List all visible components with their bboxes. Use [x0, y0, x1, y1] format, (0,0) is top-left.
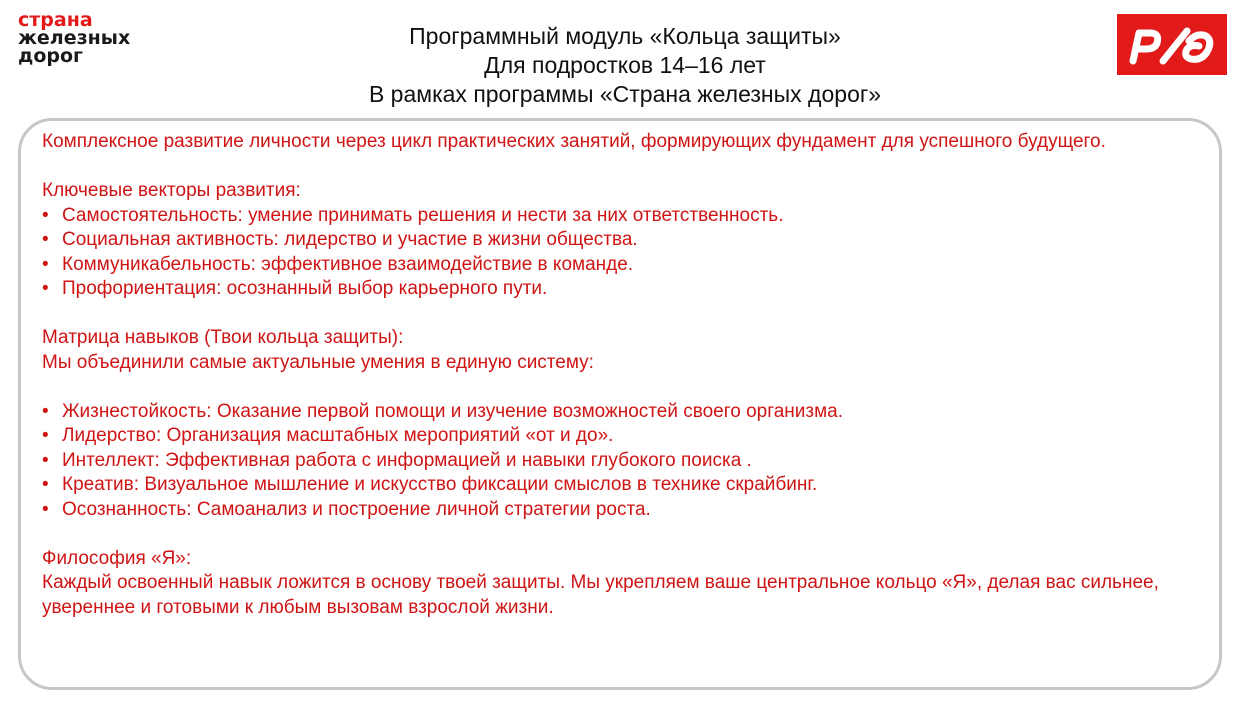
list-item: • Коммуникабельность: эффективное взаимодействие в команде. — [42, 253, 1212, 278]
list-item: • Профориентация: осознанный выбор карьерного пути. — [42, 277, 1212, 302]
list-item: • Социальная активность: лидерство и участие в жизни общества. — [42, 228, 1212, 253]
rzd-logo — [1117, 14, 1227, 75]
page-title: Программный модуль «Кольца защиты» — [409, 23, 841, 49]
brand-wordmark — [18, 11, 130, 65]
list-item: • Интеллект: Эффективная работа с информацией и навыки глубокого поиска . — [42, 449, 1212, 474]
page-subtitle: Для подростков 14–16 лет — [484, 52, 766, 78]
program-line: В рамках программы «Страна железных дорог» — [368, 81, 882, 107]
brand-line-2: железных — [18, 27, 131, 49]
vectors-heading: Ключевые векторы развития: — [42, 180, 301, 201]
content-body — [42, 130, 1212, 620]
rzd-logo-icon — [1117, 14, 1227, 75]
page-header — [230, 22, 1020, 109]
list-item: • Креатив: Визуальное мышление и искусство фиксации смыслов в технике скрайбинг. — [42, 473, 1212, 498]
philosophy-text: Каждый освоенный навык ложится в основу твоей защиты. Мы укрепляем ваше центральное кольцо «Я», делая вас сильнее, увереннее и готовыми к любым вызовам взрослой жизни. — [42, 572, 1159, 618]
list-item: • Жизнестойкость: Оказание первой помощи и изучение возможностей своего организма. — [42, 400, 1212, 425]
list-item: • Лидерство: Организация масштабных мероприятий «от и до». — [42, 424, 1212, 449]
matrix-heading: Матрица навыков (Твои кольца защиты): — [42, 327, 404, 348]
intro-text: Комплексное развитие личности через цикл практических занятий, формирующих фундамент для успешного будущего. — [42, 131, 1106, 152]
philosophy-heading: Философия «Я»: — [42, 547, 192, 569]
list-item: • Осознанность: Самоанализ и построение личной стратегии роста. — [42, 498, 1212, 523]
brand-line-1: страна — [18, 9, 93, 31]
list-item: • Самостоятельность: умение принимать решения и нести за них ответственность. — [42, 204, 1212, 229]
brand-line-3: дорог — [18, 45, 83, 67]
matrix-intro: Мы объединили самые актуальные умения в единую систему: — [42, 351, 594, 373]
